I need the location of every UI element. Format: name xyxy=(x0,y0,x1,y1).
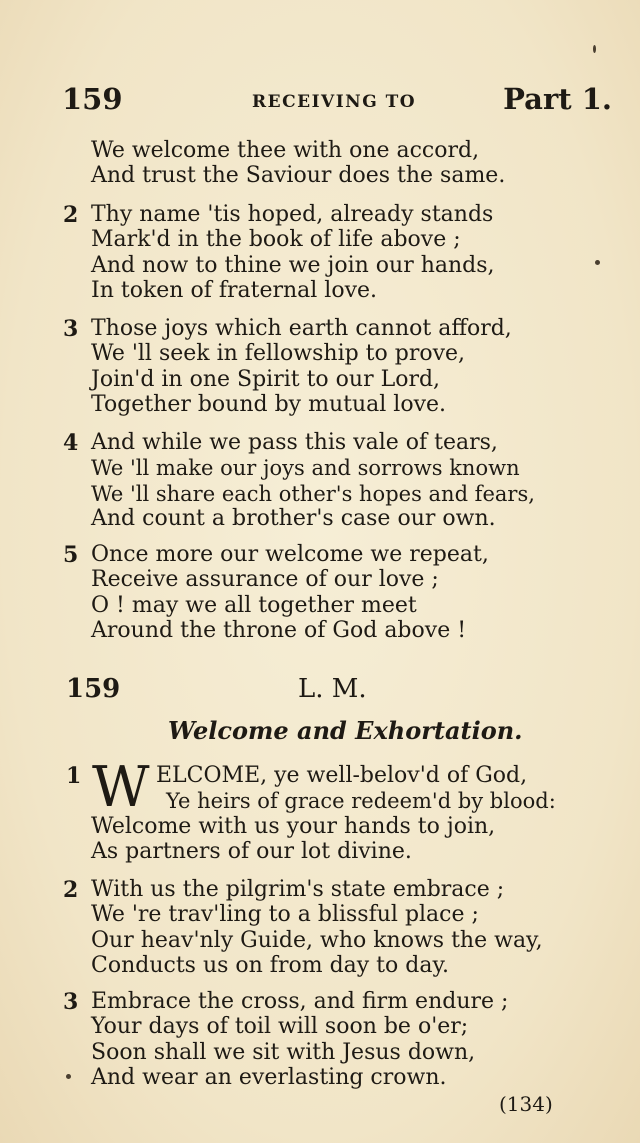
verse-line: With us the pilgrim's state embrace ; xyxy=(91,877,505,902)
verse-line: Around the throne of God above ! xyxy=(91,618,467,643)
verse-line: Thy name 'tis hoped, already stands xyxy=(91,202,494,227)
verse-line: Your days of toil will soon be o'er; xyxy=(91,1014,469,1039)
verse-line: Together bound by mutual love. xyxy=(91,392,447,417)
verse-line: We 're trav'ling to a blissful place ; xyxy=(91,902,479,927)
part-label: Part 1. xyxy=(503,82,612,116)
verse-line: Our heav'nly Guide, who knows the way, xyxy=(91,928,543,953)
ink-speck xyxy=(595,260,600,265)
verse-line: We 'll share each other's hopes and fears, xyxy=(91,482,535,506)
stanza-number: 1 xyxy=(66,763,82,789)
hymn-number: 159 xyxy=(66,674,121,704)
page-number: 159 xyxy=(62,82,123,116)
verse-line: In token of fraternal love. xyxy=(91,278,378,303)
verse-line: We 'll make our joys and sorrows known xyxy=(91,456,520,480)
verse-line: As partners of our lot divine. xyxy=(91,839,412,864)
verse-line: Join'd in one Spirit to our Lord, xyxy=(91,367,441,392)
hymn-title: Welcome and Exhortation. xyxy=(168,716,523,745)
stanza-number: 3 xyxy=(63,989,79,1015)
running-title: RECEIVING TO xyxy=(252,92,417,112)
verse-line: Those joys which earth cannot afford, xyxy=(91,316,512,341)
verse-line: We 'll seek in fellowship to prove, xyxy=(91,341,466,366)
verse-line: And wear an everlasting crown. xyxy=(91,1065,447,1090)
stanza-number: 2 xyxy=(63,202,79,228)
verse-line: And while we pass this vale of tears, xyxy=(91,430,498,455)
verse-line: Ye heirs of grace redeem'd by blood: xyxy=(166,789,556,813)
verse-line: Receive assurance of our love ; xyxy=(91,567,439,592)
stanza-number: 4 xyxy=(63,430,79,456)
verse-line: Conducts us on from day to day. xyxy=(91,953,449,978)
stanza-number: 3 xyxy=(63,316,79,342)
verse-line: Once more our welcome we repeat, xyxy=(91,542,489,567)
hymn-meter: L. M. xyxy=(298,674,367,704)
page-marker: (134) xyxy=(499,1092,553,1116)
continuation-line: We welcome thee with one accord, xyxy=(91,138,480,163)
continuation-line: And trust the Saviour does the same. xyxy=(91,163,506,188)
stanza-number: 5 xyxy=(63,542,79,568)
drop-cap: W xyxy=(92,755,150,820)
stanza-number: 2 xyxy=(63,877,79,903)
verse-line: Embrace the cross, and firm endure ; xyxy=(91,989,509,1014)
verse-line: ELCOME, ye well-belov'd of God, xyxy=(156,763,528,788)
ink-speck xyxy=(66,1074,71,1079)
ink-speck xyxy=(593,45,596,53)
verse-line: And count a brother's case our own. xyxy=(91,506,496,531)
verse-line: Welcome with us your hands to join, xyxy=(91,814,496,839)
verse-line: Soon shall we sit with Jesus down, xyxy=(91,1040,476,1065)
verse-line: Mark'd in the book of life above ; xyxy=(91,227,461,252)
running-header xyxy=(62,82,612,118)
verse-line: And now to thine we join our hands, xyxy=(91,253,495,278)
verse-line: O ! may we all together meet xyxy=(91,593,417,618)
